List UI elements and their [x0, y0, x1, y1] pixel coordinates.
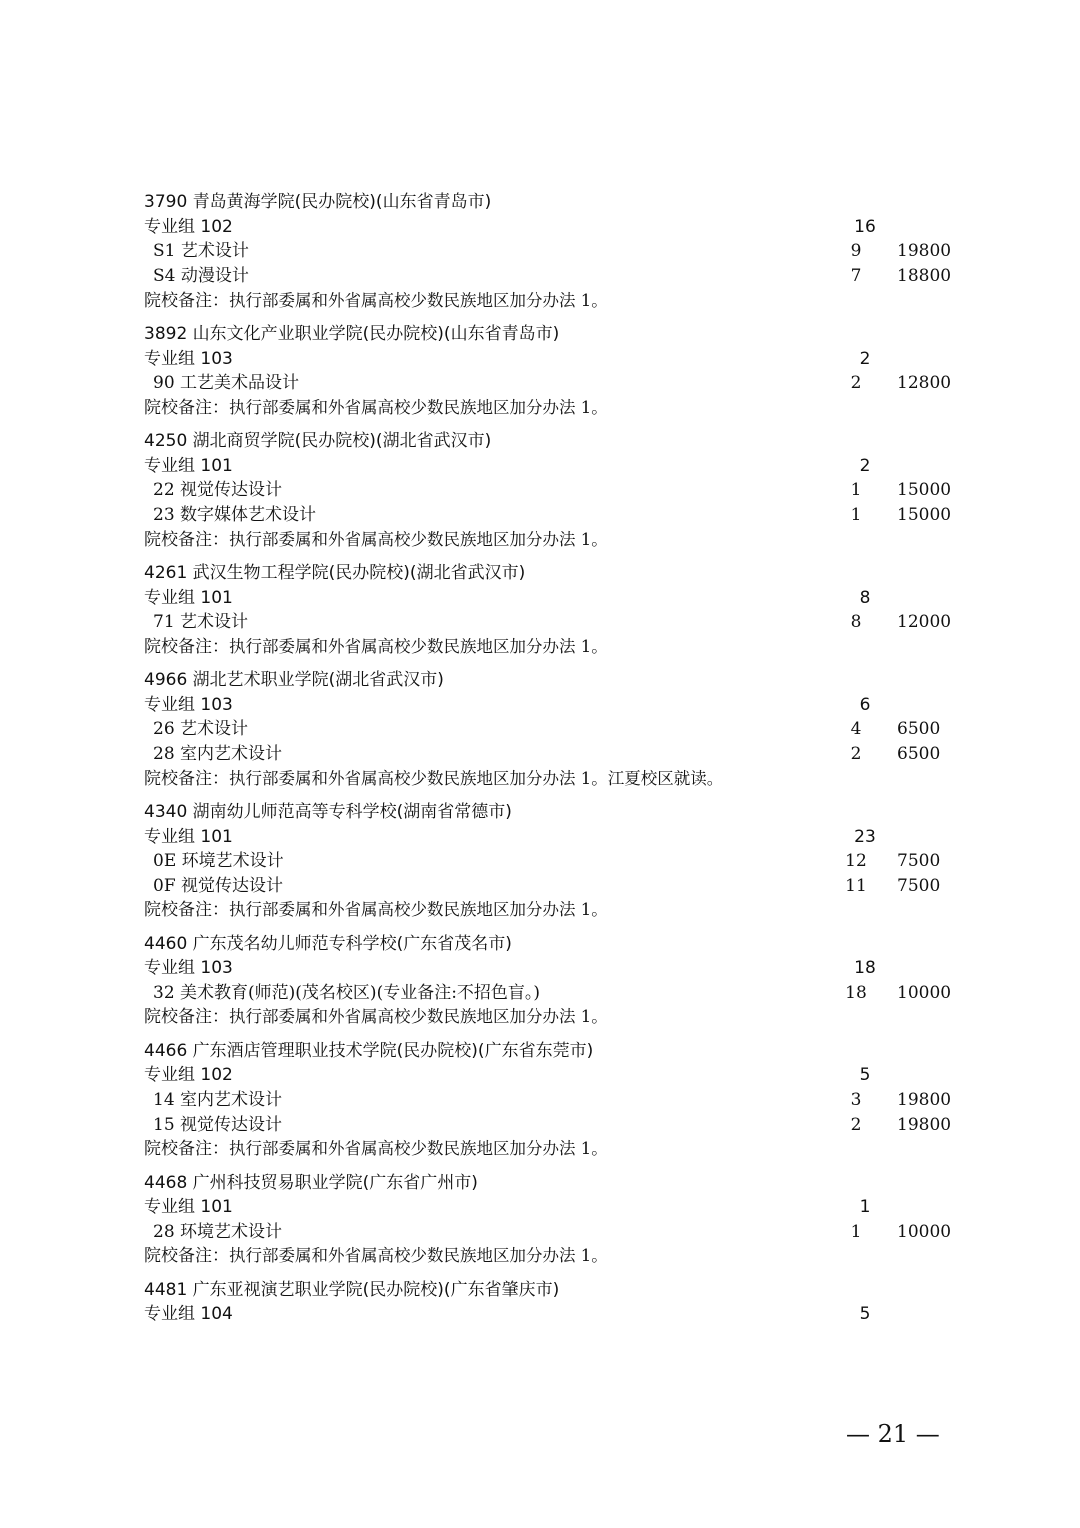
school-block	[144, 800, 974, 931]
major-row	[144, 371, 974, 396]
school-block	[144, 1171, 974, 1278]
major-plan-count: 2	[850, 373, 862, 394]
school-note	[144, 396, 974, 421]
major-group-row	[144, 1063, 974, 1088]
major-group-row	[144, 825, 974, 850]
major-row	[144, 1113, 974, 1138]
school-note-text: 执行部委属和外省属高校少数民族地区加分办法 1。	[229, 636, 608, 656]
major-group-label: 专业组 101	[144, 587, 233, 608]
group-plan-count: 5	[859, 1304, 871, 1325]
tuition-fee: 15000	[897, 480, 952, 501]
school-note-text: 执行部委属和外省属高校少数民族地区加分办法 1。	[229, 1139, 608, 1159]
major-plan-count: 7	[850, 266, 862, 287]
major-name: 71 艺术设计	[153, 612, 249, 633]
school-block	[144, 190, 974, 321]
group-plan-count: 1	[859, 1197, 871, 1218]
tuition-fee: 15000	[897, 505, 952, 526]
major-plan-count: 2	[850, 1114, 862, 1135]
major-group-label: 专业组 103	[144, 694, 233, 715]
school-note	[144, 528, 974, 553]
major-group-label: 专业组 102	[144, 216, 233, 237]
major-name: S4 动漫设计	[153, 266, 249, 287]
school-block	[144, 561, 974, 668]
school-header: 4966 湖北艺术职业学院(湖北省武汉市)	[144, 670, 444, 691]
major-group-row	[144, 956, 974, 981]
major-group-label: 专业组 103	[144, 958, 233, 979]
major-group-row	[144, 1195, 974, 1220]
admission-plan-list	[144, 190, 974, 1327]
major-row	[144, 849, 974, 874]
school-note	[144, 635, 974, 660]
group-plan-count: 2	[859, 455, 871, 476]
major-name: 23 数字媒体艺术设计	[153, 505, 317, 526]
school-note-label: 院校备注：	[144, 900, 229, 921]
school-note-text: 执行部委属和外省属高校少数民族地区加分办法 1。	[229, 397, 608, 417]
school-header: 4340 湖南幼儿师范高等专科学校(湖南省常德市)	[144, 801, 512, 822]
school-note-text: 执行部委属和外省属高校少数民族地区加分办法 1。	[229, 1246, 608, 1266]
major-name: 0F 视觉传达设计	[153, 875, 284, 896]
major-row	[144, 239, 974, 264]
school-note-text: 执行部委属和外省属高校少数民族地区加分办法 1。江夏校区就读。	[229, 768, 724, 788]
school-note-label: 院校备注：	[144, 768, 229, 789]
school-block	[144, 322, 974, 429]
major-group-row	[144, 586, 974, 611]
major-plan-count: 11	[845, 875, 867, 896]
major-row	[144, 742, 974, 767]
major-group-label: 专业组 104	[144, 1304, 233, 1325]
major-row	[144, 503, 974, 528]
school-note	[144, 1244, 974, 1269]
group-plan-count: 23	[854, 826, 876, 847]
group-plan-count: 8	[859, 587, 871, 608]
major-row	[144, 981, 974, 1006]
school-header: 4460 广东茂名幼儿师范专科学校(广东省茂名市)	[144, 933, 512, 954]
major-group-row	[144, 215, 974, 240]
school-block	[144, 668, 974, 799]
major-row	[144, 717, 974, 742]
school-note-text: 执行部委属和外省属高校少数民族地区加分办法 1。	[229, 900, 608, 920]
major-plan-count: 3	[850, 1090, 862, 1111]
school-note	[144, 1137, 974, 1162]
major-group-label: 专业组 102	[144, 1065, 233, 1086]
major-name: 26 艺术设计	[153, 719, 249, 740]
school-block	[144, 932, 974, 1039]
group-plan-count: 6	[859, 694, 871, 715]
major-plan-count: 1	[850, 505, 862, 526]
major-plan-count: 8	[850, 612, 862, 633]
tuition-fee: 12000	[897, 612, 952, 633]
major-name: 15 视觉传达设计	[153, 1114, 283, 1135]
major-group-label: 专业组 101	[144, 1197, 233, 1218]
tuition-fee: 12800	[897, 373, 952, 394]
school-header: 4466 广东酒店管理职业技术学院(民办院校)(广东省东莞市)	[144, 1040, 594, 1061]
tuition-fee: 19800	[897, 1114, 952, 1135]
major-name: 28 室内艺术设计	[153, 743, 283, 764]
group-plan-count: 18	[854, 958, 876, 979]
school-note-label: 院校备注：	[144, 1246, 229, 1267]
school-note	[144, 1005, 974, 1030]
school-note-label: 院校备注：	[144, 1007, 229, 1028]
school-block	[144, 429, 974, 560]
tuition-fee: 18800	[897, 266, 952, 287]
major-row	[144, 874, 974, 899]
major-plan-count: 12	[845, 851, 867, 872]
major-row	[144, 478, 974, 503]
group-plan-count: 5	[859, 1065, 871, 1086]
page-number: — 21 —	[846, 1420, 940, 1448]
major-plan-count: 18	[845, 982, 867, 1003]
major-name: 14 室内艺术设计	[153, 1090, 283, 1111]
major-name: S1 艺术设计	[153, 241, 249, 262]
group-plan-count: 2	[859, 348, 871, 369]
tuition-fee: 10000	[897, 982, 952, 1003]
tuition-fee: 7500	[897, 851, 941, 872]
major-group-row	[144, 1302, 974, 1327]
group-plan-count: 16	[854, 216, 876, 237]
school-block	[144, 1039, 974, 1170]
major-group-label: 专业组 101	[144, 826, 233, 847]
major-row	[144, 1220, 974, 1245]
school-header: 4481 广东亚视演艺职业学院(民办院校)(广东省肇庆市)	[144, 1279, 560, 1300]
school-header: 4261 武汉生物工程学院(民办院校)(湖北省武汉市)	[144, 563, 526, 583]
tuition-fee: 7500	[897, 875, 941, 896]
tuition-fee: 6500	[897, 719, 941, 740]
major-group-row	[144, 693, 974, 718]
major-group-row	[144, 347, 974, 372]
major-row	[144, 610, 974, 635]
major-plan-count: 4	[850, 719, 862, 740]
tuition-fee: 19800	[897, 1090, 952, 1111]
major-plan-count: 1	[850, 1221, 862, 1242]
school-note-text: 执行部委属和外省属高校少数民族地区加分办法 1。	[229, 529, 608, 549]
school-note	[144, 767, 974, 792]
major-row	[144, 264, 974, 289]
major-plan-count: 1	[850, 480, 862, 501]
school-note-label: 院校备注：	[144, 636, 229, 657]
school-note-label: 院校备注：	[144, 290, 229, 311]
major-name: 28 环境艺术设计	[153, 1221, 283, 1242]
major-name: 0E 环境艺术设计	[153, 851, 284, 872]
tuition-fee: 6500	[897, 743, 941, 764]
major-name: 22 视觉传达设计	[153, 480, 283, 501]
school-header: 3892 山东文化产业职业学院(民办院校)(山东省青岛市)	[144, 324, 560, 345]
major-group-label: 专业组 101	[144, 455, 233, 476]
major-group-row	[144, 454, 974, 479]
school-note-text: 执行部委属和外省属高校少数民族地区加分办法 1。	[229, 290, 608, 310]
major-row	[144, 1088, 974, 1113]
school-note	[144, 898, 974, 923]
school-header: 4468 广州科技贸易职业学院(广东省广州市)	[144, 1172, 478, 1193]
school-header: 3790 青岛黄海学院(民办院校)(山东省青岛市)	[144, 192, 492, 213]
school-note-label: 院校备注：	[144, 397, 229, 418]
major-name: 90 工艺美术品设计	[153, 373, 300, 394]
major-plan-count: 2	[850, 743, 862, 764]
school-block	[144, 1278, 974, 1327]
major-name: 32 美术教育(师范)(茂名校区)(专业备注:不招色盲。)	[153, 982, 541, 1003]
major-group-label: 专业组 103	[144, 348, 233, 369]
school-header: 4250 湖北商贸学院(民办院校)(湖北省武汉市)	[144, 431, 492, 452]
school-note-label: 院校备注：	[144, 1139, 229, 1160]
tuition-fee: 19800	[897, 241, 952, 262]
major-plan-count: 9	[850, 241, 862, 262]
tuition-fee: 10000	[897, 1221, 952, 1242]
school-note-text: 执行部委属和外省属高校少数民族地区加分办法 1。	[229, 1007, 608, 1027]
school-note-label: 院校备注：	[144, 529, 229, 550]
school-note	[144, 289, 974, 314]
